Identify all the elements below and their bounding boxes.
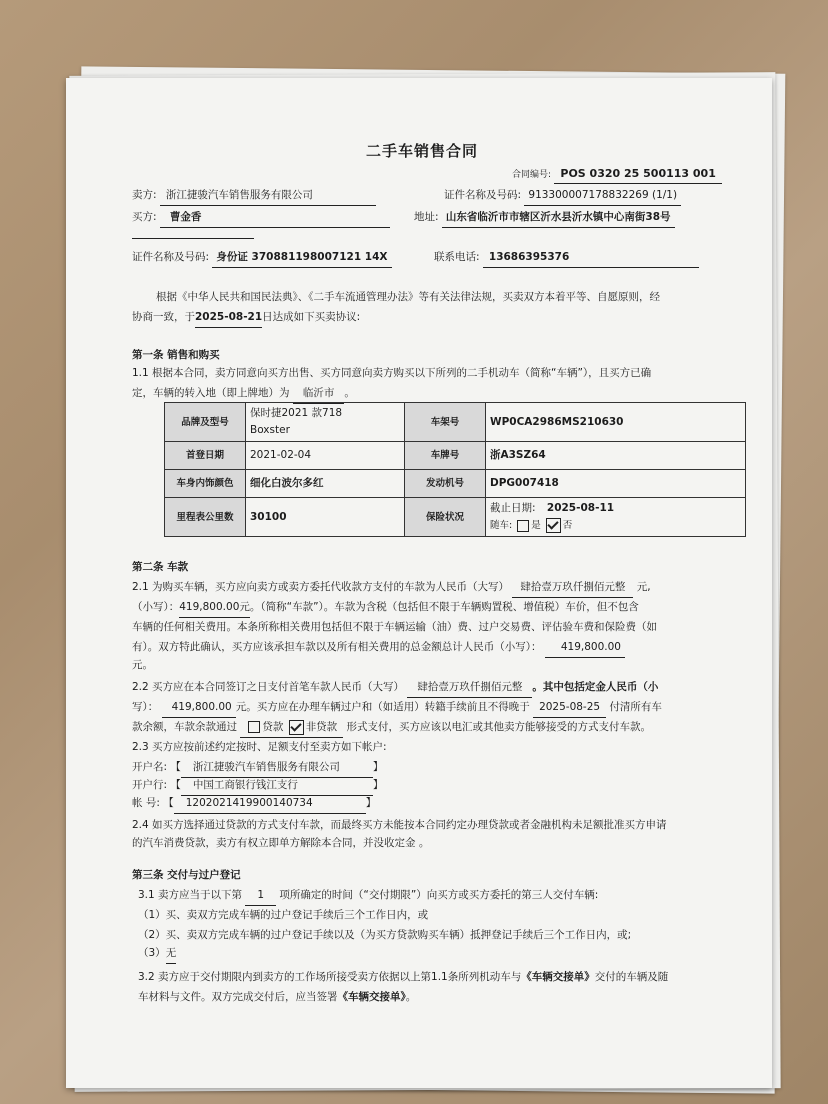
- delivery-option-2: （2）买、卖双方完成车辆的过户登记手续以及（为买方贷款购买车辆）抵押登记手续后三个工作日内，或;: [138, 929, 632, 941]
- account-bank-row: 开户行: 【 中国工商银行钱江支行 】: [132, 776, 383, 796]
- checkbox-yes-icon[interactable]: [517, 520, 529, 532]
- vin-label: 车架号: [405, 403, 486, 442]
- article-2-2-l3-pre: 款余额，车款余款通过: [132, 721, 237, 733]
- article-2-1-line-5: 元。: [132, 659, 153, 671]
- brand-label: 品牌及型号: [165, 403, 246, 442]
- article-2-1-l4-pre: 有）。双方特此确认，买方应该承担车款以及所有相关费用的总金额总计人民币（小写）：: [132, 641, 542, 653]
- vehicle-info-table: [164, 402, 746, 537]
- account-number-label: 帐 号:: [132, 797, 160, 809]
- account-bank: 中国工商银行钱江支行: [181, 776, 373, 796]
- transfer-city: 临沂市: [293, 384, 345, 404]
- article-2-1-line-1: [132, 578, 651, 598]
- article-2-heading: 第二条 车款: [132, 561, 189, 573]
- delivery-option-number: 1: [245, 886, 276, 906]
- buyer-name: 曹金香: [160, 208, 390, 228]
- article-2-1-line-2: [132, 598, 639, 618]
- table-row: [165, 470, 746, 498]
- article-2-2-l3-post: 形式支付，买方应该以电汇或其他卖方能够接受的方式支付车款。: [346, 721, 652, 733]
- registration-date-value: 2021-02-04: [246, 442, 405, 470]
- delivery-option-1: （1）买、卖双方完成车辆的过户登记手续后三个工作日内，或: [138, 909, 429, 921]
- buyer-phone-value: 13686395376: [483, 248, 699, 268]
- article-1-1-line-2: [132, 384, 355, 404]
- contract-title: 二手车销售合同: [366, 142, 479, 160]
- article-3-2-l2-post: 。: [405, 991, 417, 1003]
- intro-line-1: 根据《中华人民共和国民法典》、《二手车流通管理办法》等有关法律法规，买卖双方本着平等、自愿原则，经: [156, 291, 660, 303]
- buyer-id-row: [132, 248, 392, 268]
- buyer-address-label: 地址:: [414, 211, 439, 223]
- price-in-words: 肆拾壹万玖仟捌佰元整: [512, 578, 633, 598]
- seller-row: [132, 186, 376, 206]
- brand-value: [246, 403, 405, 442]
- table-row: [165, 498, 746, 537]
- checkbox-no-checked-icon[interactable]: [546, 518, 561, 533]
- deposit-amount: 419,800.00: [162, 698, 236, 718]
- delivery-option-3: [138, 944, 176, 964]
- color-value: 细化白波尔多红: [246, 470, 405, 498]
- insurance-follow-label: 随车:: [490, 520, 513, 531]
- buyer-phone-row: [434, 248, 699, 268]
- agreement-date: 2025-08-21: [195, 308, 262, 328]
- account-holder-label: 开户名:: [132, 761, 168, 773]
- account-holder: 浙江捷骏汽车销售服务有限公司: [181, 758, 373, 778]
- first-payment-words: 肆拾壹万玖仟捌佰元整: [407, 678, 532, 698]
- article-2-2-l2-mid: 元。买方应在办理车辆过户和（如适用）转籍手续前且不得晚于: [235, 701, 530, 713]
- account-holder-row: 开户名: 【 浙江捷骏汽车销售服务有限公司 】: [132, 758, 383, 778]
- article-2-1-l2-post: 。（简称“车款”）。车款为含税（包括但不限于车辆购置税、增值税）车价，但不包含: [249, 601, 639, 613]
- buyer-label: 买方:: [132, 211, 157, 223]
- brand-value-line-1: 保时捷2021 款718: [250, 407, 343, 419]
- table-row: [165, 442, 746, 470]
- buyer-row: [132, 208, 390, 228]
- insurance-label: 保险状况: [405, 498, 486, 537]
- intro-line-2: [132, 308, 360, 328]
- contract-number-label: 合同编号:: [512, 170, 552, 180]
- handover-form-ref-1: 《车辆交接单》: [521, 971, 595, 983]
- plate-label: 车牌号: [405, 442, 486, 470]
- article-1-1-line-1: 1.1 根据本合同，卖方同意向买方出售、买方同意向卖方购买以下所列的二手机动车（简称“车辆”），且买方已确: [132, 367, 652, 379]
- article-2-1-l2-pre: （小写）：: [132, 601, 180, 613]
- article-3-2-l2-pre: 车材料与文件。双方完成交付后，应当签署: [138, 991, 338, 1003]
- mileage-value: 30100: [246, 498, 405, 537]
- non-loan-option: 非贷款: [305, 721, 338, 733]
- article-3-1-pre: 3.1 卖方应当于以下第: [138, 889, 243, 901]
- insurance-yes: 是: [531, 520, 541, 531]
- insurance-follow-row: [490, 517, 741, 534]
- buyer-extra-line: [132, 226, 254, 239]
- seller-id-label: 证件名称及号码:: [444, 189, 522, 201]
- article-2-2-line-3: [132, 718, 651, 738]
- contract-number-value: POS 0320 25 500113 001: [554, 164, 721, 184]
- seller-id-row: [444, 186, 681, 206]
- buyer-phone-label: 联系电话:: [434, 251, 480, 263]
- article-2-3: 2.3 买方应按前述约定按时、足额支付至卖方如下帐户:: [132, 741, 387, 753]
- article-2-2-line-1: [132, 678, 658, 698]
- plate-value: 浙A3SZ64: [486, 442, 746, 470]
- insurance-no: 否: [562, 520, 573, 531]
- table-row: [165, 403, 746, 442]
- buyer-address-value: 山东省临沂市市辖区沂水县沂水镇中心南街38号: [442, 208, 675, 228]
- delivery-option-3-value: 无: [166, 944, 177, 964]
- vin-value: WP0CA2986MS210630: [486, 403, 746, 442]
- article-1-1-pre: 定，车辆的转入地（即上牌地）为: [132, 387, 290, 399]
- seller-name: 浙江捷骏汽车销售服务有限公司: [160, 186, 376, 206]
- engine-value: DPG007418: [486, 470, 746, 498]
- insurance-date: 2025-08-11: [546, 502, 615, 514]
- price-in-figures: 419,800.00元: [179, 598, 250, 618]
- loan-option: 贷款: [262, 721, 284, 733]
- buyer-id-label: 证件名称及号码:: [132, 251, 210, 263]
- insurance-date-row: [490, 500, 741, 517]
- seller-label: 卖方:: [132, 189, 157, 201]
- insurance-date-label: 截止日期:: [490, 502, 536, 514]
- article-2-2-post: 。其中包括定金人民币（小: [532, 681, 659, 693]
- engine-label: 发动机号: [405, 470, 486, 498]
- article-3-2-line-2: [138, 988, 416, 1007]
- account-bank-label: 开户行:: [132, 779, 168, 791]
- total-amount: 419,800.00: [545, 638, 625, 658]
- article-3-heading: 第三条 交付与过户登记: [132, 869, 241, 881]
- intro-line-2-post: 日达成如下买卖协议:: [262, 311, 361, 323]
- article-1-1-post: 。: [344, 387, 355, 399]
- article-1-heading: 第一条 销售和购买: [132, 349, 220, 361]
- article-2-2-l2-post: 付清所有车: [609, 701, 662, 713]
- article-2-4-line-1: 2.4 如买方选择通过贷款的方式支付车款，而最终买方未能按本合同约定办理贷款或者金融机构未足额批准买方申请: [132, 819, 667, 831]
- account-number-row: 帐 号: 【 1202021419900140734 】: [132, 794, 376, 814]
- article-3-1-post: 项所确定的时间（“交付期限”）向买方或买方委托的第三人交付车辆:: [279, 889, 599, 901]
- article-2-2-l2-pre: 写）：: [132, 701, 159, 713]
- article-2-4-line-2: 的汽车消费贷款，卖方有权立即单方解除本合同，并没收定金 。: [132, 837, 430, 849]
- buyer-id-value: 身份证 370881198007121 14X: [212, 248, 392, 268]
- checkbox-non-loan-checked-icon[interactable]: [289, 720, 304, 735]
- article-2-2-pre: 2.2 买方应在本合同签订之日支付首笔车款人民币（大写）: [132, 681, 405, 693]
- contract-number: [512, 164, 722, 185]
- brand-value-line-2: Boxster: [250, 424, 290, 436]
- article-2-1-line-4: [132, 638, 625, 658]
- article-3-2-line-1: [138, 968, 668, 987]
- account-number: 1202021419900140734: [174, 794, 366, 814]
- article-2-1-pre: 2.1 为购买车辆，买方应向卖方或卖方委托代收款方支付的车款为人民币（大写）: [132, 581, 510, 593]
- delivery-option-3-pre: （3）: [138, 947, 166, 959]
- payment-method-options: [240, 718, 343, 738]
- balance-due-date: 2025-08-25: [533, 698, 606, 718]
- article-2-1-line-3: 车辆的任何相关费用。本条所称相关费用包括但不限于车辆运输（油）费、过户交易费、评估验车费和保险费（如: [132, 621, 657, 633]
- article-2-2-line-2: [132, 698, 662, 718]
- seller-id-value: 913300007178832269 (1/1): [524, 186, 681, 206]
- intro-line-2-pre: 协商一致，于: [132, 311, 195, 323]
- checkbox-loan-icon[interactable]: [248, 721, 260, 733]
- buyer-address-row: [414, 208, 675, 228]
- contract-page: [66, 78, 772, 1088]
- article-2-1-end: 元,: [636, 581, 651, 593]
- article-3-1: [138, 886, 598, 906]
- article-3-2-pre: 3.2 卖方应于交付期限内到卖方的工作场所接受卖方依据以上第1.1条所列机动车与: [138, 971, 522, 983]
- mileage-label: 里程表公里数: [165, 498, 246, 537]
- article-3-2-post: 交付的车辆及随: [594, 971, 669, 983]
- handover-form-ref-2: 《车辆交接单》: [337, 991, 406, 1003]
- insurance-value: [486, 498, 746, 537]
- color-label: 车身内饰颜色: [165, 470, 246, 498]
- registration-date-label: 首登日期: [165, 442, 246, 470]
